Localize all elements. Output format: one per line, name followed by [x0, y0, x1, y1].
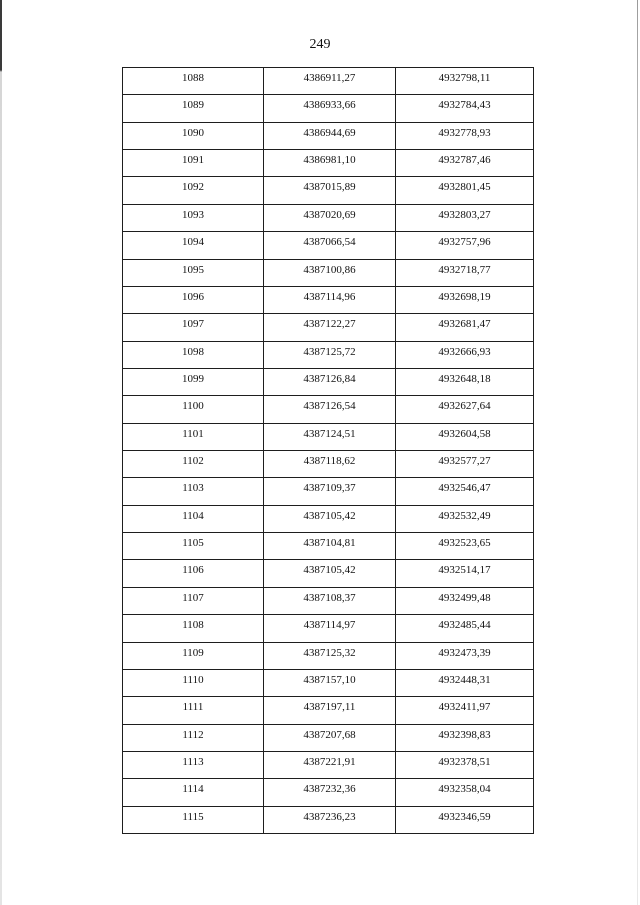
point-number-cell: 1101	[123, 423, 264, 450]
x-coordinate-cell: 4387100,86	[264, 259, 396, 286]
y-coordinate-cell: 4932523,65	[396, 533, 534, 560]
y-coordinate-cell: 4932473,39	[396, 642, 534, 669]
point-number-cell: 1114	[123, 779, 264, 806]
point-number-cell: 1115	[123, 806, 264, 833]
point-number-cell: 1100	[123, 396, 264, 423]
y-coordinate-cell: 4932718,77	[396, 259, 534, 286]
table-row	[123, 505, 534, 532]
y-coordinate-cell: 4932358,04	[396, 779, 534, 806]
y-coordinate-cell: 4932666,93	[396, 341, 534, 368]
x-coordinate-cell: 4387105,42	[264, 560, 396, 587]
point-number-cell: 1107	[123, 587, 264, 614]
point-number-cell: 1111	[123, 697, 264, 724]
point-number-cell: 1099	[123, 368, 264, 395]
scan-edge-left	[0, 0, 2, 905]
y-coordinate-cell: 4932801,45	[396, 177, 534, 204]
x-coordinate-cell: 4387126,84	[264, 368, 396, 395]
x-coordinate-cell: 4387157,10	[264, 669, 396, 696]
x-coordinate-cell: 4387118,62	[264, 451, 396, 478]
y-coordinate-cell: 4932398,83	[396, 724, 534, 751]
point-number-cell: 1097	[123, 314, 264, 341]
table-row	[123, 560, 534, 587]
table-row	[123, 724, 534, 751]
y-coordinate-cell: 4932798,11	[396, 68, 534, 95]
table-row	[123, 341, 534, 368]
x-coordinate-cell: 4387207,68	[264, 724, 396, 751]
point-number-cell: 1090	[123, 122, 264, 149]
x-coordinate-cell: 4387104,81	[264, 533, 396, 560]
table-row	[123, 478, 534, 505]
table-row	[123, 669, 534, 696]
x-coordinate-cell: 4387066,54	[264, 232, 396, 259]
x-coordinate-cell: 4387109,37	[264, 478, 396, 505]
table-row	[123, 533, 534, 560]
table-row	[123, 368, 534, 395]
x-coordinate-cell: 4387197,11	[264, 697, 396, 724]
x-coordinate-cell: 4387020,69	[264, 204, 396, 231]
x-coordinate-cell: 4387124,51	[264, 423, 396, 450]
x-coordinate-cell: 4386981,10	[264, 150, 396, 177]
table-row	[123, 697, 534, 724]
point-number-cell: 1089	[123, 95, 264, 122]
point-number-cell: 1108	[123, 615, 264, 642]
x-coordinate-cell: 4387221,91	[264, 751, 396, 778]
point-number-cell: 1104	[123, 505, 264, 532]
y-coordinate-cell: 4932627,64	[396, 396, 534, 423]
scan-edge-right	[637, 0, 638, 905]
table-row	[123, 587, 534, 614]
table-row	[123, 615, 534, 642]
x-coordinate-cell: 4387232,36	[264, 779, 396, 806]
coordinates-table-body	[123, 68, 534, 834]
x-coordinate-cell: 4387114,96	[264, 286, 396, 313]
x-coordinate-cell: 4386944,69	[264, 122, 396, 149]
y-coordinate-cell: 4932698,19	[396, 286, 534, 313]
y-coordinate-cell: 4932411,97	[396, 697, 534, 724]
table-row	[123, 259, 534, 286]
y-coordinate-cell: 4932784,43	[396, 95, 534, 122]
table-row	[123, 396, 534, 423]
y-coordinate-cell: 4932757,96	[396, 232, 534, 259]
point-number-cell: 1093	[123, 204, 264, 231]
table-row	[123, 232, 534, 259]
table-row	[123, 177, 534, 204]
x-coordinate-cell: 4386933,66	[264, 95, 396, 122]
table-row	[123, 286, 534, 313]
y-coordinate-cell: 4932648,18	[396, 368, 534, 395]
page-number: 249	[309, 37, 331, 52]
point-number-cell: 1110	[123, 669, 264, 696]
table-row	[123, 314, 534, 341]
x-coordinate-cell: 4387236,23	[264, 806, 396, 833]
point-number-cell: 1103	[123, 478, 264, 505]
point-number-cell: 1113	[123, 751, 264, 778]
x-coordinate-cell: 4387125,72	[264, 341, 396, 368]
y-coordinate-cell: 4932514,17	[396, 560, 534, 587]
x-coordinate-cell: 4387108,37	[264, 587, 396, 614]
y-coordinate-cell: 4932681,47	[396, 314, 534, 341]
x-coordinate-cell: 4387122,27	[264, 314, 396, 341]
x-coordinate-cell: 4387015,89	[264, 177, 396, 204]
table-row	[123, 642, 534, 669]
point-number-cell: 1092	[123, 177, 264, 204]
table-row	[123, 423, 534, 450]
y-coordinate-cell: 4932485,44	[396, 615, 534, 642]
coordinates-table	[122, 67, 534, 834]
x-coordinate-cell: 4386911,27	[264, 68, 396, 95]
point-number-cell: 1112	[123, 724, 264, 751]
point-number-cell: 1105	[123, 533, 264, 560]
point-number-cell: 1091	[123, 150, 264, 177]
point-number-cell: 1109	[123, 642, 264, 669]
table-row	[123, 204, 534, 231]
point-number-cell: 1096	[123, 286, 264, 313]
y-coordinate-cell: 4932577,27	[396, 451, 534, 478]
y-coordinate-cell: 4932787,46	[396, 150, 534, 177]
point-number-cell: 1098	[123, 341, 264, 368]
y-coordinate-cell: 4932448,31	[396, 669, 534, 696]
y-coordinate-cell: 4932346,59	[396, 806, 534, 833]
x-coordinate-cell: 4387125,32	[264, 642, 396, 669]
table-row	[123, 779, 534, 806]
table-row	[123, 95, 534, 122]
y-coordinate-cell: 4932499,48	[396, 587, 534, 614]
table-row	[123, 751, 534, 778]
y-coordinate-cell: 4932532,49	[396, 505, 534, 532]
y-coordinate-cell: 4932378,51	[396, 751, 534, 778]
y-coordinate-cell: 4932604,58	[396, 423, 534, 450]
table-row	[123, 806, 534, 833]
table-row	[123, 122, 534, 149]
table-row	[123, 150, 534, 177]
point-number-cell: 1102	[123, 451, 264, 478]
point-number-cell: 1094	[123, 232, 264, 259]
x-coordinate-cell: 4387105,42	[264, 505, 396, 532]
y-coordinate-cell: 4932778,93	[396, 122, 534, 149]
table-row	[123, 68, 534, 95]
y-coordinate-cell: 4932546,47	[396, 478, 534, 505]
point-number-cell: 1088	[123, 68, 264, 95]
point-number-cell: 1106	[123, 560, 264, 587]
point-number-cell: 1095	[123, 259, 264, 286]
y-coordinate-cell: 4932803,27	[396, 204, 534, 231]
x-coordinate-cell: 4387114,97	[264, 615, 396, 642]
x-coordinate-cell: 4387126,54	[264, 396, 396, 423]
table-row	[123, 451, 534, 478]
